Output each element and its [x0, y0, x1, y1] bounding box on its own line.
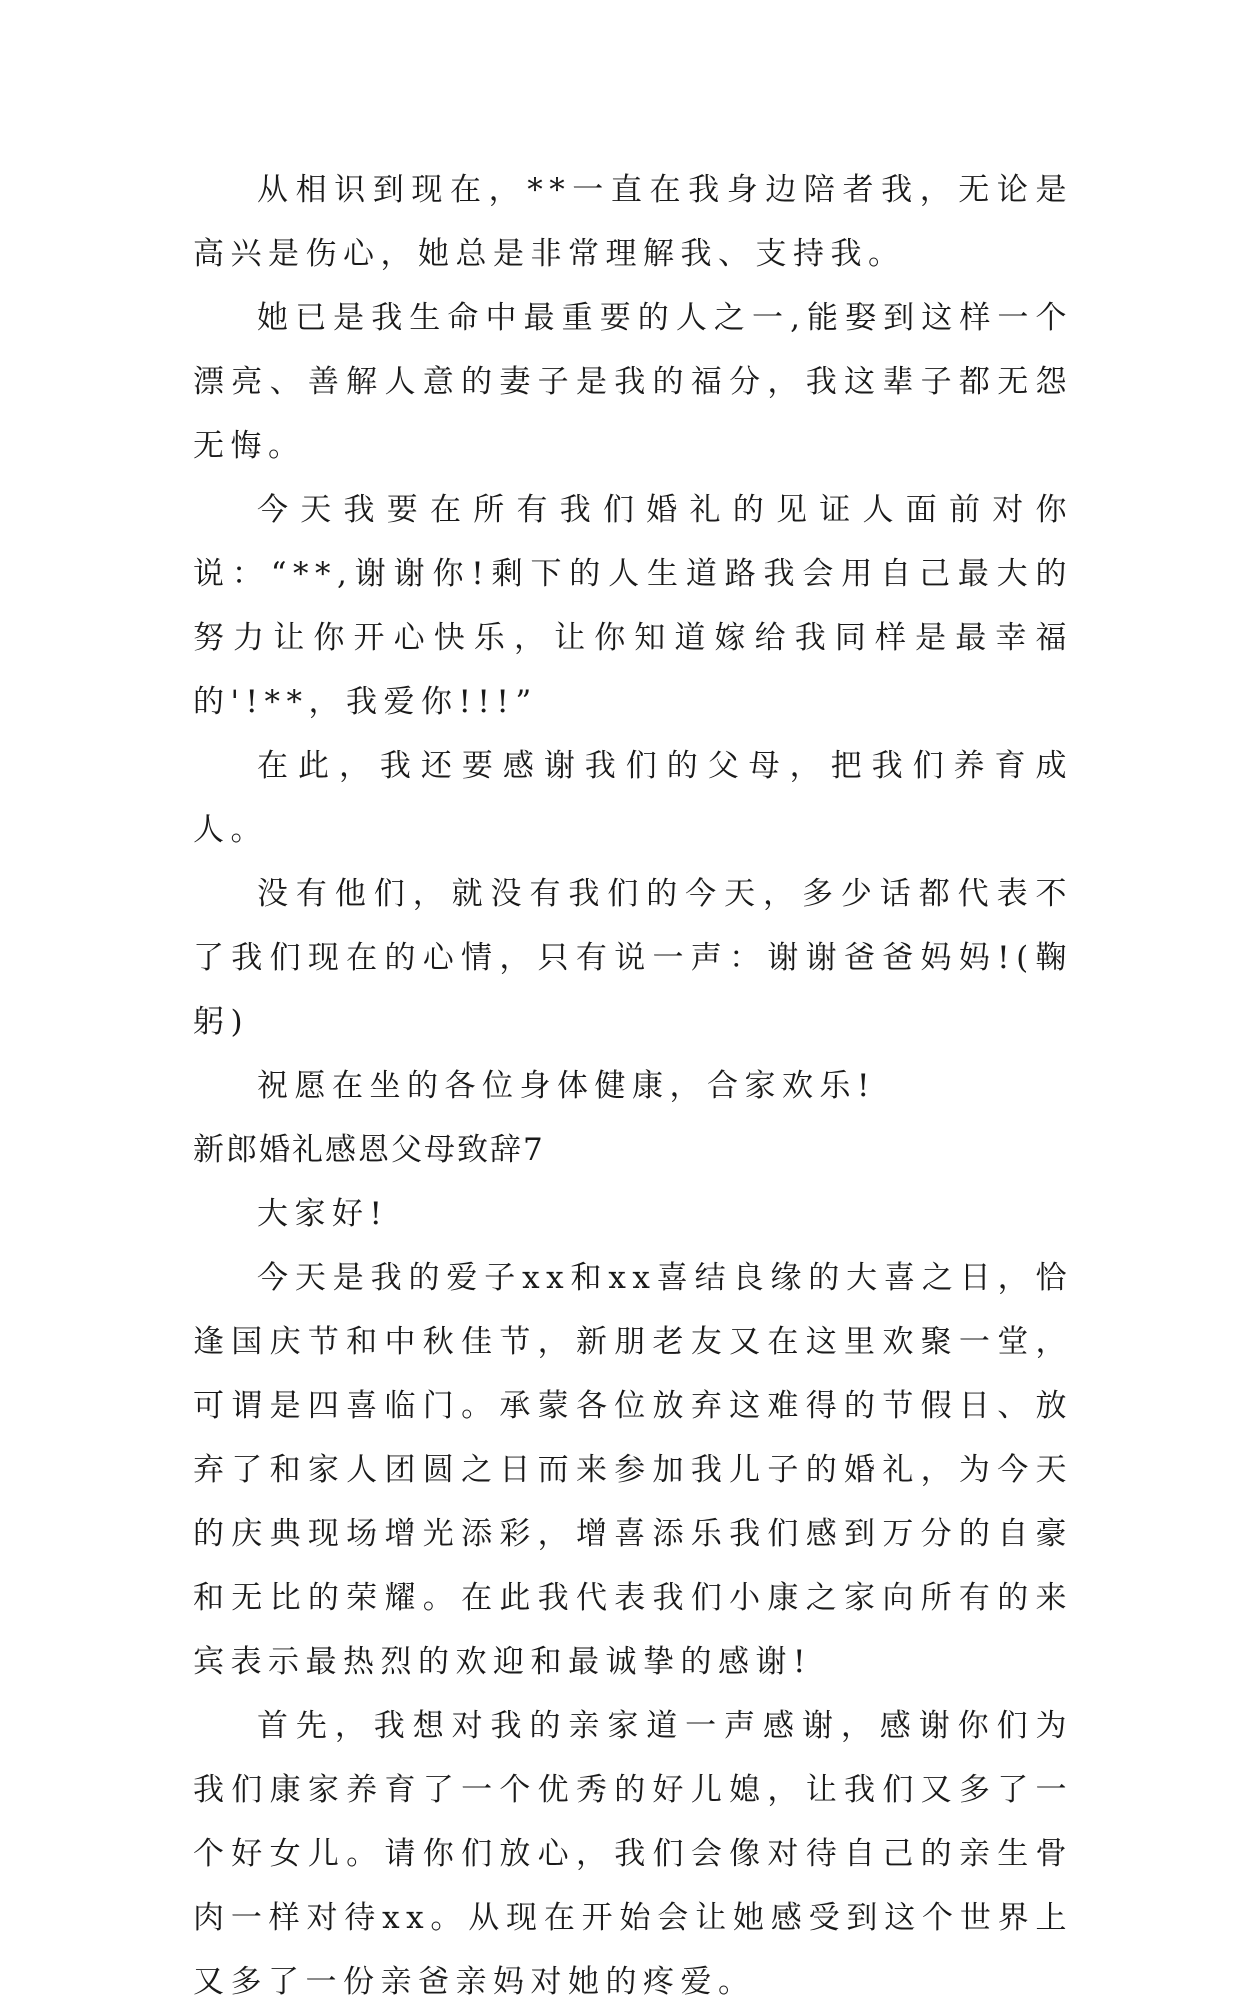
paragraph: 今天我要在所有我们婚礼的见证人面前对你说：“**,谢谢你!剩下的人生道路我会用自己最大的努力让你开心快乐，让你知道嫁给我同样是最幸福的'!**，我爱你!!!” [193, 492, 1073, 720]
paragraph: 首先，我想对我的亲家道一声感谢，感谢你们为我们康家养育了一个优秀的好儿媳，让我们又多了一个好女儿。请你们放心，我们会像对待自己的亲生骨肉一样对待xx。从现在开始会让她感受到这个世界上又多了一份亲爸亲妈对她的疼爱。 [193, 1708, 1073, 2000]
paragraph: 从相识到现在，**一直在我身边陪者我，无论是高兴是伤心，她总是非常理解我、支持我。 [193, 172, 1073, 272]
document-page [193, 158, 1073, 2014]
section-heading: 新郎婚礼感恩父母致辞7 [193, 1132, 545, 1168]
paragraph: 她已是我生命中最重要的人之一,能娶到这样一个漂亮、善解人意的妻子是我的福分，我这辈子都无怨无悔。 [193, 300, 1073, 464]
paragraph: 没有他们，就没有我们的今天，多少话都代表不了我们现在的心情，只有说一声：谢谢爸爸妈妈!(鞠躬) [193, 876, 1073, 1040]
paragraph: 大家好! [257, 1196, 389, 1232]
paragraph: 在此，我还要感谢我们的父母，把我们养育成人。 [193, 748, 1073, 848]
paragraph: 祝愿在坐的各位身体健康，合家欢乐! [257, 1068, 876, 1104]
paragraph: 今天是我的爱子xx和xx喜结良缘的大喜之日，恰逢国庆节和中秋佳节，新朋老友又在这里欢聚一堂，可谓是四喜临门。承蒙各位放弃这难得的节假日、放弃了和家人团圆之日而来参加我儿子的婚礼，为今天的庆典现场增光添彩，增喜添乐我们感到万分的自豪和无比的荣耀。在此我代表我们小康之家向所有的来宾表示最热烈的欢迎和最诚挚的感谢! [193, 1260, 1073, 1680]
